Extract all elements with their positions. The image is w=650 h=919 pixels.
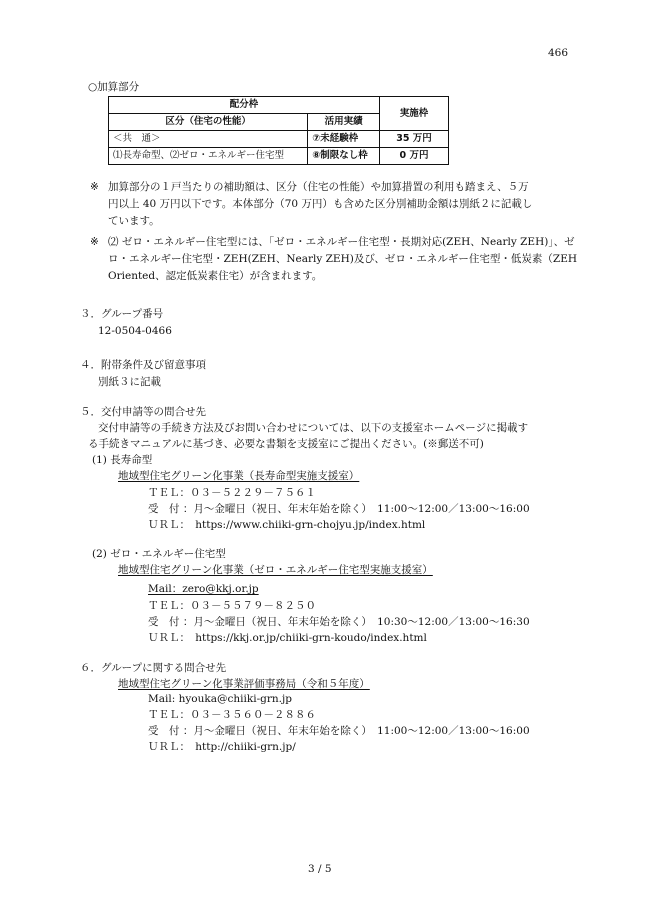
allocation-table xyxy=(108,96,449,165)
note-line: ロ・エネルギー住宅型・ZEH(ZEH、Nearly ZEH)及び、ゼロ・エネルギー住宅型・低炭素（ZEH xyxy=(108,253,578,265)
contact-tel: ＴＥＬ：０３－３５６０－２８８６ xyxy=(148,709,316,721)
section-5-intro: る手続きマニュアルに基づき、必要な書類を支援室にご提出ください。(※郵送不可) xyxy=(88,438,484,450)
contact-hours: 受 付 ：月～金曜日（祝日、年末年始を除く） 10:30～12:00／13:00～16:30 xyxy=(148,616,530,628)
table-row xyxy=(109,148,449,165)
note-line: 円以上 40 万円以下です。本体部分（70 万円）も含めた区分別補助金額は別紙２に記載し xyxy=(108,198,533,210)
table-header-limit: 実施枠 xyxy=(380,97,449,131)
conditions-value: 別紙３に記載 xyxy=(98,376,161,388)
office-name: 地域型住宅グリーン化事業（長寿命型実施支援室） xyxy=(118,470,360,482)
contact-tel: ＴＥＬ：０３－５５７９－８２５０ xyxy=(148,600,316,612)
note-line: Oriented、認定低炭素住宅）が含まれます。 xyxy=(108,270,323,282)
note-line: 加算部分の１戸当たりの補助額は、区分（住宅の性能）や加算措置の利用も踏まえ、５万 xyxy=(108,181,529,193)
table-cell-usage: ⑦未経験枠 xyxy=(308,131,380,148)
note-mark: ※ xyxy=(90,236,99,248)
subsection-label: (2) ゼロ・エネルギー住宅型 xyxy=(92,548,226,560)
note-mark: ※ xyxy=(90,181,99,193)
contact-url[interactable]: ＵＲＬ： https://www.chiiki-grn-chojyu.jp/index.html xyxy=(148,519,426,531)
contact-url[interactable]: ＵＲＬ： http://chiiki-grn.jp/ xyxy=(148,741,296,753)
table-cell-limit: 35 万円 xyxy=(380,131,449,148)
table-header-category: 区分（住宅の性能） xyxy=(109,114,308,131)
contact-hours: 受 付 ：月～金曜日（祝日、年末年始を除く） 11:00～12:00／13:00～16:00 xyxy=(148,503,530,515)
table-row xyxy=(109,131,449,148)
page-footer: 3 / 5 xyxy=(308,863,332,875)
contact-mail[interactable]: Mail：zero@kkj.or.jp xyxy=(148,583,259,595)
section-5-title: ５．交付申請等の問合せ先 xyxy=(80,406,206,418)
table-cell-category: ⑴長寿命型、⑵ゼロ・エネルギー住宅型 xyxy=(109,148,308,165)
office-name: 地域型住宅グリーン化事業評価事務局（令和５年度） xyxy=(118,678,370,690)
table-header-usage: 活用実績 xyxy=(308,114,380,131)
section-6-title: ６．グループに関する問合せ先 xyxy=(80,662,227,674)
page-number-top: 466 xyxy=(548,47,569,59)
section-4-title: ４．附帯条件及び留意事項 xyxy=(80,359,206,371)
contact-tel: ＴＥＬ：０３－５２２９－７５６１ xyxy=(148,487,316,499)
subsection-label: (1) 長寿命型 xyxy=(92,454,153,466)
section-heading-additional: ○加算部分 xyxy=(88,81,140,93)
note-line: ⑵ ゼロ・エネルギー住宅型には、「ゼロ・エネルギー住宅型・長期対応(ZEH、Nearly ZEH)」、ゼ xyxy=(108,236,575,248)
group-number: 12-0504-0466 xyxy=(98,325,172,337)
table-cell-usage: ⑧制限なし枠 xyxy=(308,148,380,165)
contact-url[interactable]: ＵＲＬ： https://kkj.or.jp/chiiki-grn-koudo/index.html xyxy=(148,632,427,644)
contact-mail[interactable]: Mail: hyouka@chiiki-grn.jp xyxy=(148,693,292,705)
contact-hours: 受 付 ：月～金曜日（祝日、年末年始を除く） 11:00～12:00／13:00～16:00 xyxy=(148,725,530,737)
office-name: 地域型住宅グリーン化事業（ゼロ・エネルギー住宅型実施支援室） xyxy=(118,564,433,576)
table-cell-limit: 0 万円 xyxy=(380,148,449,165)
note-line: ています。 xyxy=(108,215,160,227)
section-3-title: ３．グループ番号 xyxy=(80,308,164,320)
table-cell-category: ＜共 通＞ xyxy=(109,131,308,148)
table-header-group: 配分枠 xyxy=(109,97,380,114)
section-5-intro: 交付申請等の手続き方法及びお問い合わせについては、以下の支援室ホームページに掲載す xyxy=(98,422,529,434)
